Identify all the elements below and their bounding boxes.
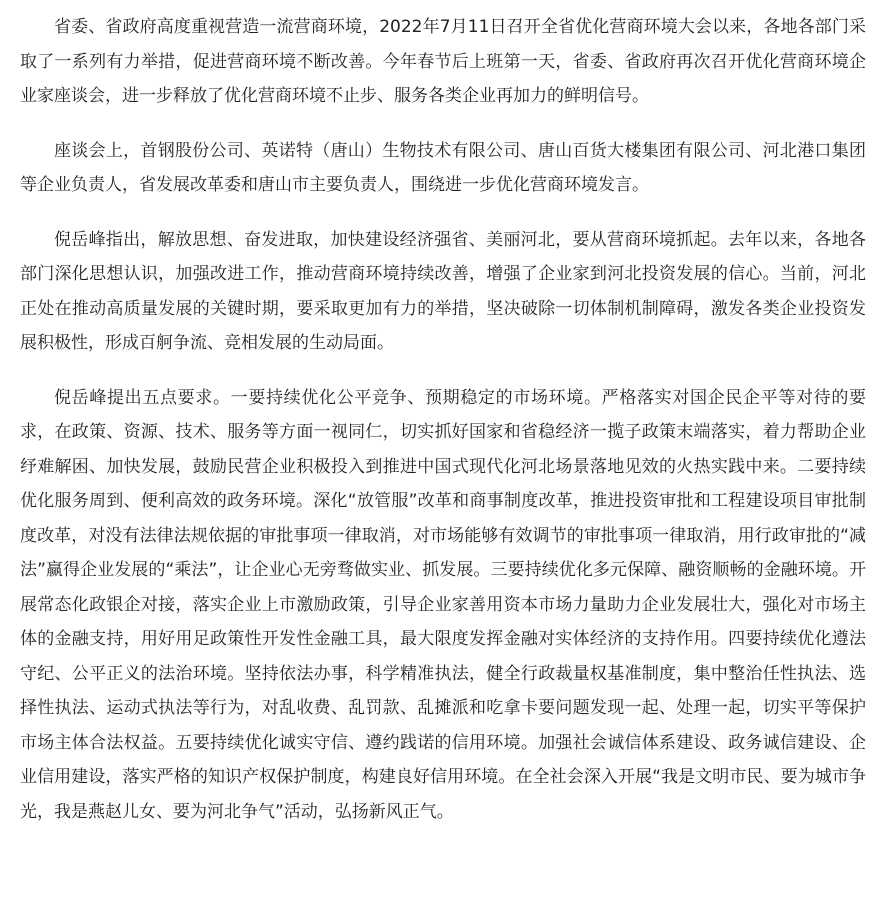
- paragraph-3: 倪岳峰指出，解放思想、奋发进取，加快建设经济强省、美丽河北，要从营商环境抓起。去年以来，各地各部门深化思想认识，加强改进工作，推动营商环境持续改善，增强了企业家到河北投资发展的信心。当前，河北正处在推动高质量发展的关键时期，要采取更加有力的举措，坚决破除一切体制机制障碍，激发各类企业投资发展积极性，形成百舸争流、竞相发展的生动局面。: [20, 229, 866, 353]
- paragraph-4: 倪岳峰提出五点要求。一要持续优化公平竞争、预期稳定的市场环境。严格落实对国企民企平等对待的要求，在政策、资源、技术、服务等方面一视同仁，切实抓好国家和省稳经济一揽子政策末端落实，着力帮助企业纾难解困、加快发展，鼓励民营企业积极投入到推进中国式现代化河北场景落地见效的火热实践中来。二要持续优化服务周到、便利高效的政务环境。深化“放管服”改革和商事制度改革，推进投资审批和工程建设项目审批制度改革，对没有法律法规依据的审批事项一律取消，对市场能够有效调节的审批事项一律取消，用行政审批的“减法”赢得企业发展的“乘法”，让企业心无旁骛做实业、抓发展。三要持续优化多元保障、融资顺畅的金融环境。开展常态化政银企对接，落实企业上市激励政策，引导企业家善用资本市场力量助力企业发展壮大，强化对市场主体的金融支持，用好用足政策性开发性金融工具，最大限度发挥金融对实体经济的支持作用。四要持续优化遵法守纪、公平正义的法治环境。坚持依法办事，科学精准执法，健全行政裁量权基准制度，集中整治任性执法、选择性执法、运动式执法等行为，对乱收费、乱罚款、乱摊派和吃拿卡要问题发现一起、处理一起，切实平等保护市场主体合法权益。五要持续优化诚实守信、遵约践诺的信用环境。加强社会诚信体系建设、政务诚信建设、企业信用建设，落实严格的知识产权保护制度，构建良好信用环境。在全社会深入开展“我是文明市民、要为城市争光，我是燕赵儿女、要为河北争气”活动，弘扬新风正气。: [20, 387, 866, 822]
- paragraph-2: 座谈会上，首钢股份公司、英诺特（唐山）生物技术有限公司、唐山百货大楼集团有限公司、河北港口集团等企业负责人，省发展改革委和唐山市主要负责人，围绕进一步优化营商环境发言。: [20, 140, 866, 195]
- paragraph-1: 省委、省政府高度重视营造一流营商环境，2022年7月11日召开全省优化营商环境大会以来，各地各部门采取了一系列有力举措，促进营商环境不断改善。今年春节后上班第一天，省委、省政府再次召开优化营商环境企业家座谈会，进一步释放了优化营商环境不止步、服务各类企业再加力的鲜明信号。: [20, 17, 866, 106]
